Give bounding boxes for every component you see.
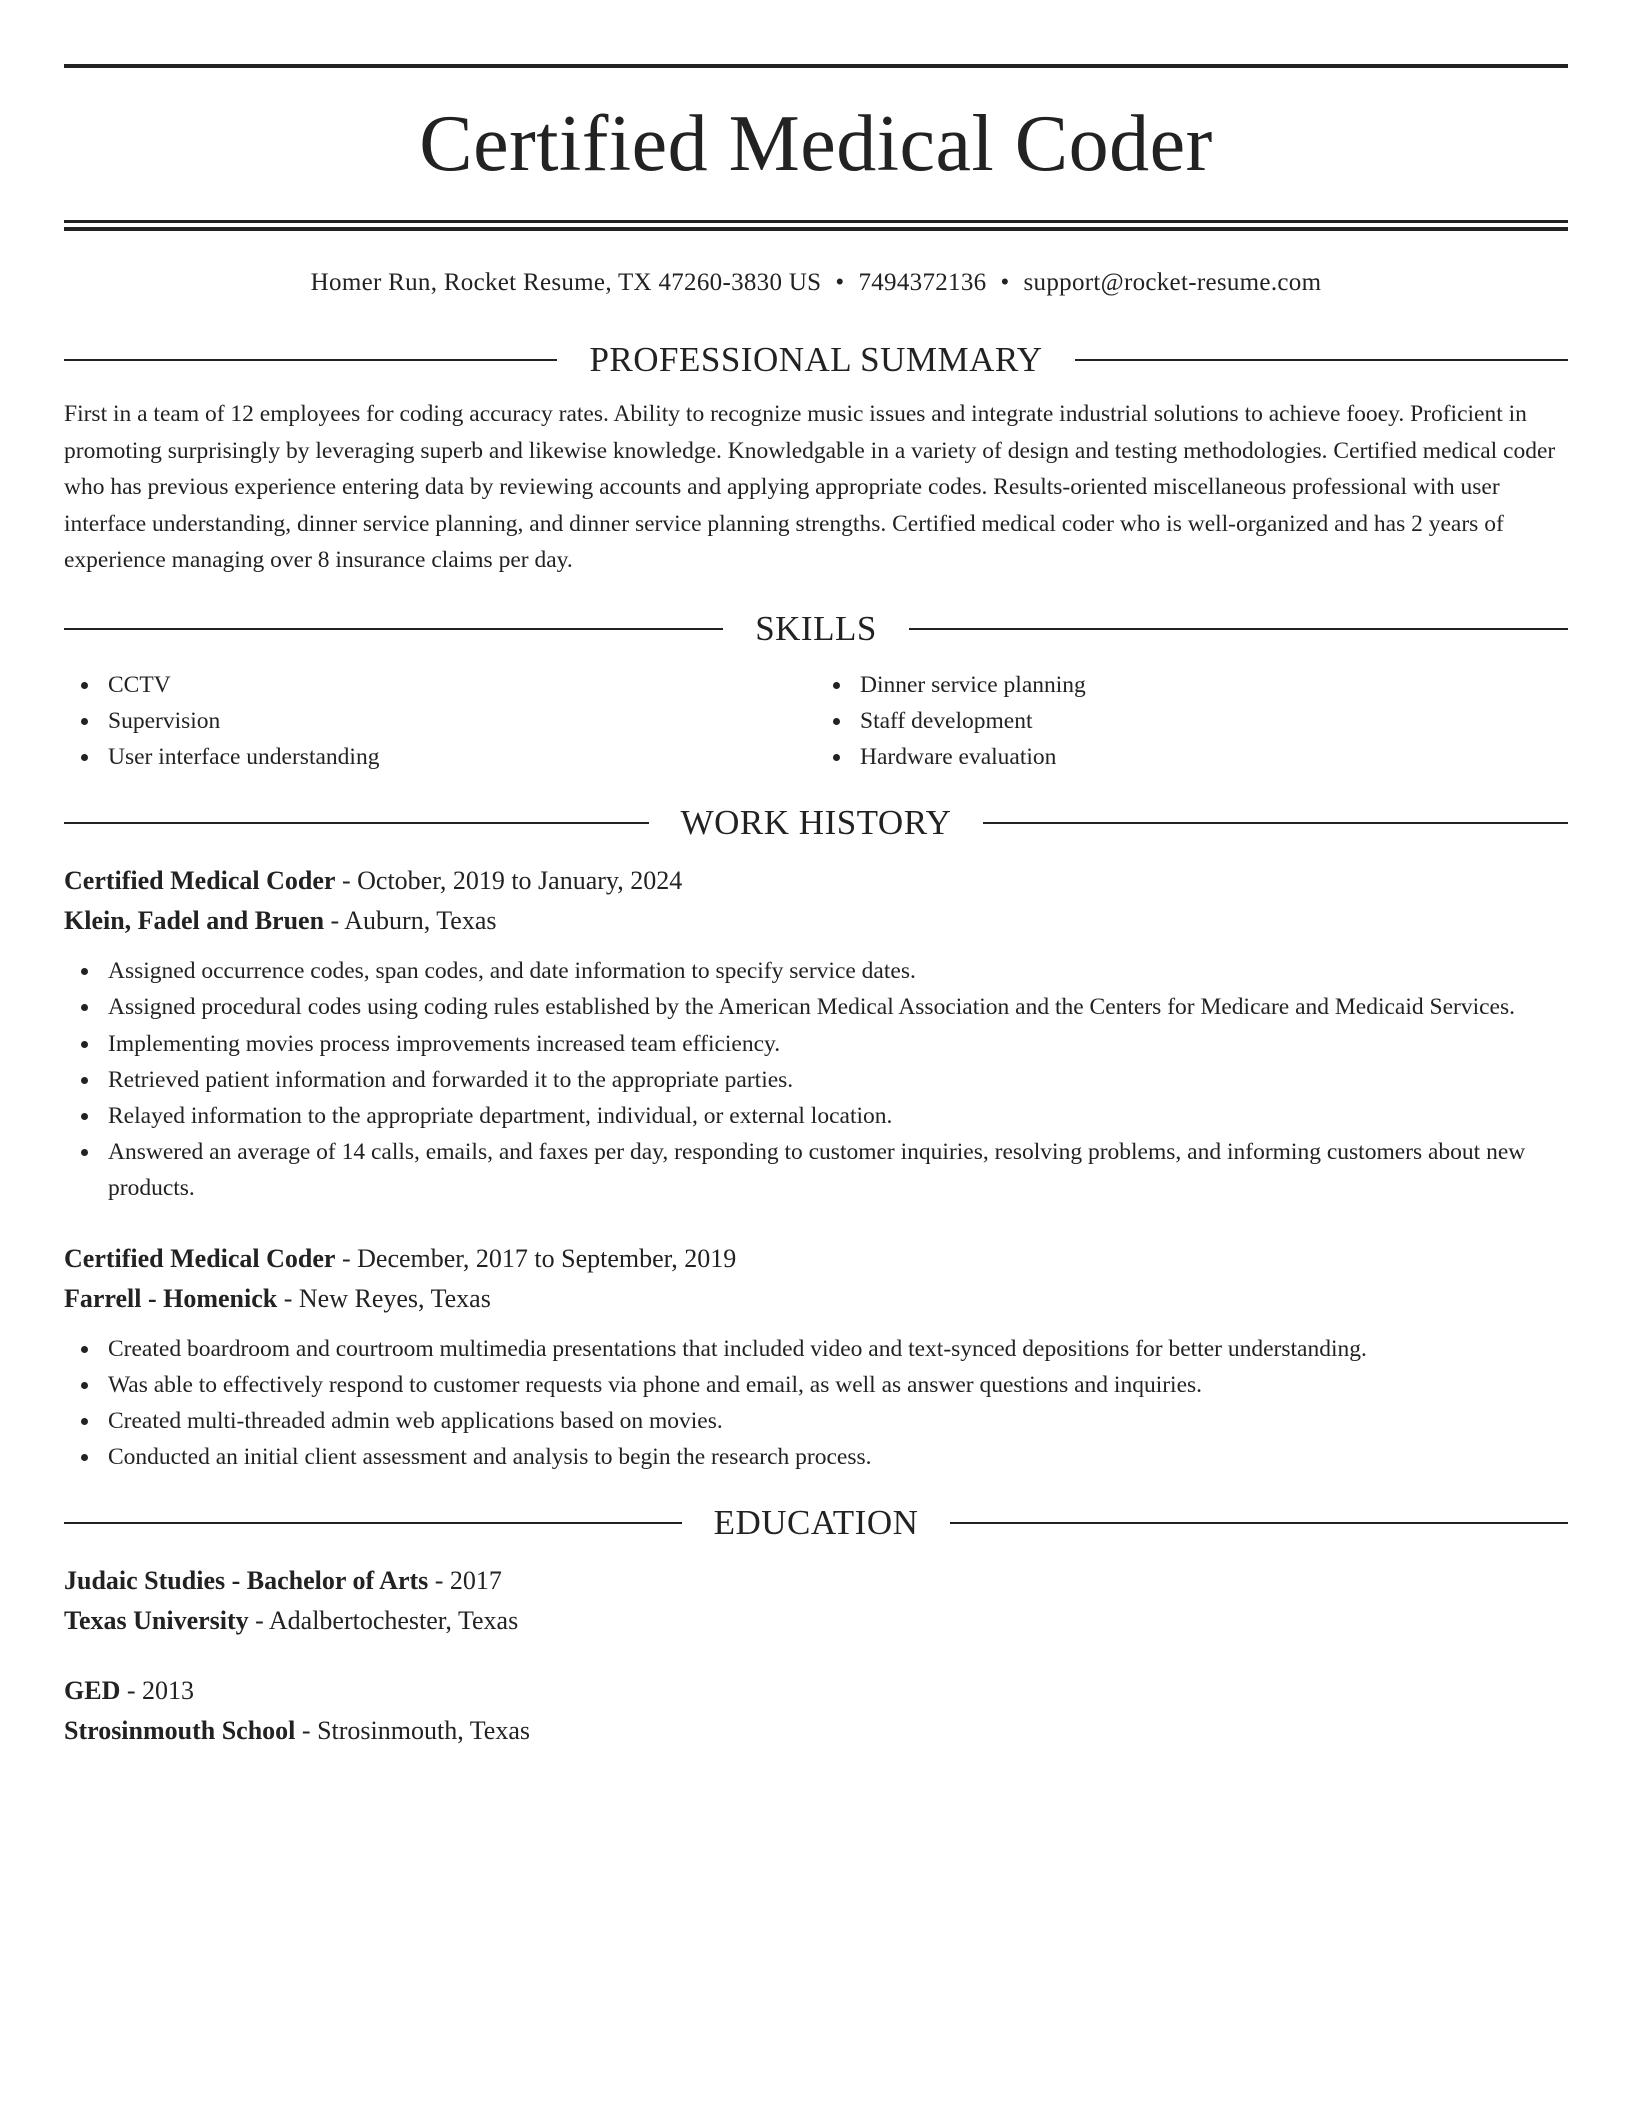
duty-item: Retrieved patient information and forwarded it to the appropriate parties. [108,1062,1568,1098]
skill-item: Staff development [860,703,1568,739]
contact-phone: 7494372136 [858,269,987,296]
degree: Judaic Studies - Bachelor of Arts [64,1566,429,1596]
duty-item: Answered an average of 14 calls, emails, and faxes per day, responding to customer inquiries, resolving problems, and informing customers about new products. [108,1134,1568,1206]
job-dates: - December, 2017 to September, 2019 [335,1243,737,1273]
resume-title: Certified Medical Coder [419,100,1213,188]
skills-list [64,667,1568,776]
education-section-heading [64,1501,1568,1545]
summary-text: First in a team of 12 employees for coding accuracy rates. Ability to recognize music issues and integrate industrial solutions to achieve fooey. Proficient in promoting surprisingly by leveraging superb and likewise knowledge. Knowledgable in a variety of design and testing methodologies. Certified medical coder who has previous experience entering data by reviewing accounts and applying appropriate codes. Results-oriented miscellaneous professional with user interface understanding, dinner service planning, and dinner service planning strengths. Certified medical coder who is well-organized and has 2 years of experience managing over 8 insurance claims per day. [64,401,1556,573]
school-location: - Adalbertochester, Texas [248,1606,519,1636]
work-section-heading [64,801,1568,845]
heading-rule-left [64,359,557,361]
job-title-line [64,1239,1568,1279]
heading-rule-right [909,628,1568,630]
job-title: Certified Medical Coder [64,1243,336,1273]
job-dates: - October, 2019 to January, 2024 [335,866,683,896]
duty-item: Implementing movies process improvements increased team efficiency. [108,1026,1568,1062]
job-location: - Auburn, Texas [324,906,497,936]
school: Strosinmouth School [64,1716,296,1746]
contact-line [64,268,1568,298]
job-entry [64,861,1568,1206]
resume-page [64,64,1568,1751]
skill-item: CCTV [108,667,816,703]
duty-item: Was able to effectively respond to customer requests via phone and email, as well as answer questions and inquiries. [108,1367,1568,1403]
job-duties [64,1331,1568,1476]
education-entry [64,1561,1568,1641]
skills-section-heading [64,607,1568,651]
job-company: Farrell - Homenick [64,1283,278,1313]
job-entry [64,1239,1568,1476]
header-top-rule [64,64,1568,68]
duty-item: Assigned occurrence codes, span codes, and date information to specify service dates. [108,953,1568,989]
duty-item: Conducted an initial client assessment and analysis to begin the research process. [108,1439,1568,1475]
graduation-year: - 2013 [120,1676,195,1706]
degree-line [64,1561,1568,1601]
section-title: WORK HISTORY [680,803,952,843]
school-line [64,1601,1568,1641]
job-title-line [64,861,1568,901]
job-company-line [64,901,1568,941]
degree: GED [64,1676,121,1706]
heading-rule-left [64,822,649,824]
skill-item: Hardware evaluation [860,739,1568,775]
job-company: Klein, Fadel and Bruen [64,906,325,936]
school-line [64,1711,1568,1751]
degree-line [64,1671,1568,1711]
skill-item: Dinner service planning [860,667,1568,703]
duty-item: Relayed information to the appropriate department, individual, or external location. [108,1098,1568,1134]
skill-item: User interface understanding [108,739,816,775]
heading-rule-right [983,822,1568,824]
heading-rule-right [1075,359,1568,361]
duty-item: Assigned procedural codes using coding rules established by the American Medical Association and the Centers for Medicare and Medicaid Services. [108,989,1568,1025]
school: Texas University [64,1606,249,1636]
contact-email: support@rocket-resume.com [1023,269,1322,296]
section-title: PROFESSIONAL SUMMARY [589,340,1043,379]
skill-item: Supervision [108,703,816,739]
job-title: Certified Medical Coder [64,866,336,896]
job-duties [64,953,1568,1206]
education-entry [64,1671,1568,1751]
section-title: SKILLS [755,608,877,648]
job-location: - New Reyes, Texas [277,1283,491,1313]
heading-rule-left [64,628,723,630]
header-double-rule [64,220,1568,231]
contact-separator: • [1000,269,1010,296]
duty-item: Created boardroom and courtroom multimedia presentations that included video and text-synced depositions for better understanding. [108,1331,1568,1367]
heading-rule-right [950,1522,1568,1524]
job-company-line [64,1279,1568,1319]
heading-rule-left [64,1522,682,1524]
duty-item: Created multi-threaded admin web applications based on movies. [108,1403,1568,1439]
skills-column-right [816,667,1568,776]
school-location: - Strosinmouth, Texas [295,1716,531,1746]
contact-separator: • [835,269,845,296]
contact-address: Homer Run, Rocket Resume, TX 47260-3830 US [310,269,822,296]
summary-section-heading [64,338,1568,382]
graduation-year: - 2017 [428,1566,502,1596]
skills-column-left [64,667,816,776]
section-title: EDUCATION [713,1503,919,1543]
